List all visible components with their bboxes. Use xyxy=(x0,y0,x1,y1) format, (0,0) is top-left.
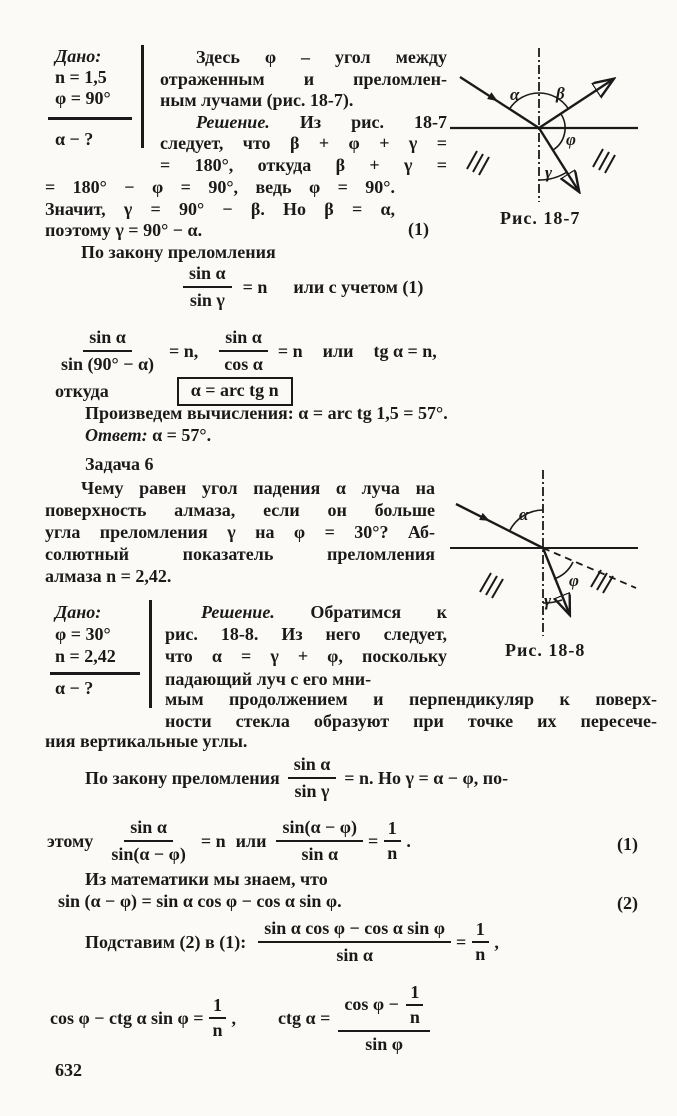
fraction-numerator: sin α xyxy=(219,327,268,352)
text-line: ным лучами (рис. 18-7). xyxy=(160,90,354,111)
fraction-denominator: sin γ xyxy=(294,781,330,801)
fraction xyxy=(183,263,232,311)
comma: , xyxy=(231,1007,237,1028)
figure-18-7-drawing xyxy=(448,36,663,206)
fraction-denominator: n xyxy=(475,944,486,964)
solution-label: Решение. xyxy=(201,602,275,622)
page-number: 632 xyxy=(55,1060,82,1080)
p5-refraction-law-formula xyxy=(178,261,423,313)
fraction-denominator: sin (90° − α) xyxy=(61,354,155,374)
figure-18-7 xyxy=(448,36,663,236)
beta-label: β xyxy=(556,84,565,103)
text-line: По закону преломления xyxy=(81,241,276,262)
text-line xyxy=(160,112,447,134)
given-value: n = 1,5 xyxy=(55,67,107,87)
equals-term: = n, xyxy=(169,340,199,361)
period: . xyxy=(406,830,411,851)
fraction xyxy=(218,327,269,375)
equals-term: = n xyxy=(242,276,268,297)
text-line xyxy=(165,601,447,623)
fraction-numerator: 1 xyxy=(472,919,489,943)
given-vertical-bar xyxy=(141,45,144,148)
incident-ray-arrowhead xyxy=(479,513,492,525)
text-run: Из рис. 18-7 xyxy=(269,111,447,132)
text-line: алмаза n = 2,42. xyxy=(45,566,172,586)
fraction-numerator: 1 xyxy=(384,818,401,842)
text-run: Подставим (2) в (1): xyxy=(85,931,247,952)
solution-label: Решение. xyxy=(196,111,270,132)
p6-solution-wide-lines xyxy=(165,688,657,732)
or-word: или xyxy=(322,340,354,361)
fraction-numerator: 1 xyxy=(209,995,226,1019)
incident-ray xyxy=(460,77,539,128)
text-line: угла преломления γ на φ = 30°? Аб- xyxy=(45,522,435,542)
text-line: поверхность алмаза, если он больше xyxy=(45,500,435,520)
whence-word: откуда xyxy=(55,380,109,401)
fraction-denominator: cos α xyxy=(224,354,263,374)
fraction-numerator: sin α xyxy=(183,263,232,288)
given-value: φ = 90° xyxy=(55,88,111,108)
p5-calculation-line: Произведем вычисления: α = arc tg 1,5 = 57°. xyxy=(85,403,448,423)
given-vertical-bar xyxy=(149,600,152,708)
formula-tail: или с учетом (1) xyxy=(293,276,424,297)
fraction-denominator: sin φ xyxy=(365,1033,403,1054)
equals-term: = n xyxy=(277,340,303,361)
alpha-label: α xyxy=(510,85,520,104)
answer-value: α = 57°. xyxy=(147,425,212,445)
p6-given-block xyxy=(55,601,147,667)
p6-title: Задача 6 xyxy=(85,454,154,474)
phi-label: φ xyxy=(569,571,579,590)
text-line: Чему равен угол падения α луча на xyxy=(81,478,435,498)
text-line: отраженным и преломлен- xyxy=(160,68,447,89)
text-line: рис. 18-8. Из него следует, xyxy=(165,624,447,645)
p6-refraction-law-row xyxy=(85,754,508,802)
tangent-term: tg α = n, xyxy=(373,340,437,361)
fraction xyxy=(105,817,192,865)
fraction xyxy=(288,754,337,802)
figure-caption: Рис. 18-7 xyxy=(500,208,581,228)
fraction xyxy=(55,327,160,375)
fraction-numerator xyxy=(338,982,430,1032)
fraction-denominator: sin(α − φ) xyxy=(111,844,186,864)
equals-term: = n xyxy=(200,830,226,851)
p6-final-row xyxy=(50,979,435,1057)
p6-equation-1-row xyxy=(47,814,411,868)
text-line: = 180°, откуда β + γ = xyxy=(160,154,447,175)
answer-label: Ответ: xyxy=(85,425,148,445)
p6-solution-last-line: ния вертикальные углы. xyxy=(45,731,248,751)
text-line: солютный показатель преломления xyxy=(45,544,435,564)
gamma-label: γ xyxy=(545,163,553,182)
fraction-denominator: sin α xyxy=(336,945,373,965)
fraction xyxy=(258,918,451,966)
figure-18-8-drawing xyxy=(448,462,663,638)
text-line: что α = γ + φ, поскольку xyxy=(165,646,447,667)
given-title: Дано: xyxy=(55,602,102,622)
hatch-mark xyxy=(467,151,489,175)
p6-math-identity-line: sin (α − φ) = sin α cos φ − cos α sin φ. xyxy=(58,891,342,911)
fraction-denominator: n xyxy=(409,1006,420,1027)
p5-given-block xyxy=(55,46,145,109)
fraction-numerator: sin α cos φ − cos α sin φ xyxy=(258,918,451,943)
given-value: n = 2,42 xyxy=(55,646,116,666)
fraction xyxy=(276,817,363,865)
hatch-mark xyxy=(480,573,503,598)
given-value: φ = 30° xyxy=(55,624,111,644)
equals-sign: = xyxy=(368,830,379,851)
fraction-denominator: sin γ xyxy=(189,290,225,310)
text-run: Обратимся к xyxy=(274,602,447,622)
phi-label: φ xyxy=(566,130,576,149)
p6-substitution-row xyxy=(85,914,499,970)
text-line: ности стекла образуют при точке их пересече- xyxy=(165,711,657,732)
equation-number: (1) xyxy=(617,834,638,854)
gamma-label: γ xyxy=(544,591,552,610)
fraction-numerator: sin α xyxy=(83,327,132,352)
p6-solution-paragraph xyxy=(165,601,447,690)
given-title: Дано: xyxy=(55,46,102,66)
text-run: По закону преломления xyxy=(85,767,280,788)
figure-caption: Рис. 18-8 xyxy=(505,640,586,660)
p5-answer-line xyxy=(85,425,211,446)
incident-ray xyxy=(456,504,543,548)
text-line: мым продолжением и перпендикуляр к поверх- xyxy=(165,689,657,709)
fraction xyxy=(471,919,489,965)
given-divider xyxy=(50,672,140,675)
alpha-label: α xyxy=(519,505,529,524)
ctg-fraction xyxy=(338,982,430,1055)
fraction-numerator: sin(α − φ) xyxy=(276,817,363,842)
text-run: этому xyxy=(47,830,94,851)
text-run: ctg α = xyxy=(278,1007,331,1028)
text-run: cos φ − xyxy=(344,994,399,1014)
or-word: или xyxy=(235,830,267,851)
text-line: следует, что β + φ + γ = xyxy=(160,133,447,154)
fraction xyxy=(209,995,227,1041)
gamma-angle-arc xyxy=(539,172,567,180)
p5-continuation xyxy=(45,177,395,263)
p5-intro-paragraph xyxy=(160,47,447,177)
fraction-numerator: sin α xyxy=(124,817,173,842)
fraction-numerator: sin α xyxy=(288,754,337,779)
equation-number: (2) xyxy=(617,893,638,913)
hatch-mark xyxy=(593,149,615,173)
nested-fraction xyxy=(406,982,424,1028)
reflected-ray xyxy=(539,80,612,128)
p5-derived-formula-row xyxy=(55,325,437,377)
fraction-denominator: sin α xyxy=(301,844,339,864)
fraction-denominator: n xyxy=(387,843,398,863)
given-divider xyxy=(48,117,132,120)
fraction-numerator: 1 xyxy=(406,982,423,1006)
text-run: cos φ − ctg α sin φ = xyxy=(50,1007,204,1028)
text-line: Значит, γ = 90° − β. Но β = α, xyxy=(45,198,395,219)
comma: , xyxy=(494,931,499,952)
boxed-result-formula: α = arc tg n xyxy=(177,377,293,406)
text-line: Здесь φ – угол между xyxy=(196,47,447,67)
equation-number: (1) xyxy=(408,219,429,239)
p6-statement xyxy=(45,477,435,587)
fraction xyxy=(383,818,401,864)
p6-math-intro-line: Из математики мы знаем, что xyxy=(85,869,328,889)
phi-angle-arc xyxy=(553,114,565,150)
p5-given-question: α − ? xyxy=(55,129,94,149)
p5-whence-row xyxy=(55,376,293,406)
p6-given-question: α − ? xyxy=(55,678,94,698)
text-line: поэтому γ = 90° − α. xyxy=(45,220,203,241)
equals-sign: = xyxy=(456,931,467,952)
figure-18-8 xyxy=(448,462,663,672)
text-run: = n. Но γ = α − φ, по- xyxy=(344,767,509,788)
text-line: = 180° − φ = 90°, ведь φ = 90°. xyxy=(45,177,395,197)
fraction-denominator: n xyxy=(212,1020,223,1040)
text-line: падающий луч с его мни- xyxy=(165,668,372,689)
